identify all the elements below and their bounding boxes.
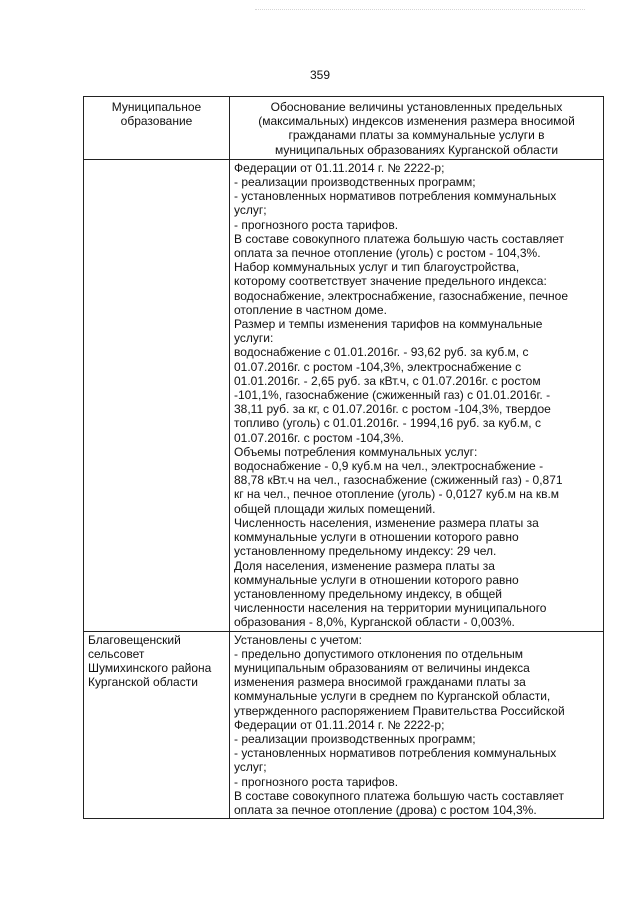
text-line: 38,11 руб. за кг, с 01.07.2016г. с ростом -104,3%, твердое (234, 402, 551, 417)
municipality-line: Шумихинского района (88, 660, 212, 675)
table-row (84, 631, 604, 819)
header-line: (максимальных) индексов изменения размера вносимой (258, 114, 575, 129)
cell-municipality (84, 159, 230, 631)
text-line: Доля населения, изменение размера платы за (234, 558, 495, 573)
municipality-line: Курганской области (88, 675, 198, 690)
text-line: услуг; (234, 760, 267, 775)
text-line: - установленных нормативов потребления коммунальных (234, 189, 557, 204)
text-line: - предельно допустимого отклонения по отдельным (234, 646, 523, 661)
text-line: изменения размера вносимой гражданами платы за (234, 675, 526, 690)
text-line: коммунальные услуги в среднем по Курганской области, (234, 689, 551, 704)
text-line: утвержденного распоряжением Правительства Российской (234, 703, 565, 718)
text-line: отопление в частном доме. (234, 302, 387, 317)
page-number: 359 (309, 68, 331, 82)
scan-artifact (255, 9, 585, 13)
header-line: Муниципальное (111, 100, 202, 114)
text-line: Объемы потребления коммунальных услуг: (234, 444, 478, 459)
text-line: образования - 8,0%, Курганской области - 0,003%. (234, 615, 515, 630)
text-line: оплата за печное отопление (уголь) с ростом - 104,3%. (234, 246, 541, 261)
municipality-line: сельсовет (88, 646, 145, 661)
text-line: водоснабжение, электроснабжение, газоснабжение, печное (234, 288, 569, 303)
text-line: Федерации от 01.11.2014 г. № 2222-р; (234, 160, 445, 175)
text-line: коммунальные услуги в отношении которого равно (234, 530, 519, 545)
text-line: кг на чел., печное отопление (уголь) - 0,0127 куб.м на кв.м (234, 487, 560, 502)
header-municipality (84, 97, 230, 160)
text-line: - прогнозного роста тарифов. (234, 217, 399, 232)
text-line: Установлены с учетом: (234, 632, 362, 647)
header-justification (230, 97, 604, 160)
text-line: В составе совокупного платежа большую часть составляет (234, 788, 565, 803)
text-line: В составе совокупного платежа большую часть составляет (234, 231, 565, 246)
header-line: образование (120, 114, 193, 129)
text-line: топливо (уголь) с 01.01.2016г. - 1994,16 руб. за куб.м, с (234, 416, 541, 431)
text-line: - установленных нормативов потребления коммунальных (234, 746, 557, 761)
text-line: численности населения на территории муниципального (234, 601, 547, 616)
text-line: коммунальные услуги в отношении которого равно (234, 572, 519, 587)
text-line: водоснабжение с 01.01.2016г. - 93,62 руб. за куб.м, с (234, 345, 529, 360)
municipality-line: Благовещенский (88, 632, 181, 647)
text-line: - прогнозного роста тарифов. (234, 774, 399, 789)
text-line: Численность населения, изменение размера платы за (234, 515, 539, 530)
text-line: 01.07.2016г. с ростом -104,3%, электроснабжение с (234, 359, 522, 374)
text-line: услуги: (234, 331, 274, 346)
text-line: - реализации производственных программ; (234, 731, 476, 746)
text-line: Набор коммунальных услуг и тип благоустройства, (234, 260, 520, 275)
text-line: 88,78 кВт.ч на чел., газоснабжение (сжиженный газ) - 0,871 (234, 473, 563, 488)
text-line: оплата за печное отопление (дрова) с ростом 104,3%. (234, 802, 537, 817)
text-line: 01.01.2016г. - 2,65 руб. за кВт.ч, с 01.07.2016г. с ростом (234, 373, 541, 388)
text-line: Федерации от 01.11.2014 г. № 2222-р; (234, 717, 445, 732)
cell-justification (230, 631, 604, 819)
header-line: Обоснование величины установленных предельных (270, 100, 563, 114)
text-line: общей площади жилых помещений. (234, 501, 436, 516)
text-line: -101,1%, газоснабжение (сжиженный газ) с 01.01.2016г. - (234, 388, 551, 403)
text-line: услуг; (234, 203, 267, 218)
cell-justification (230, 159, 604, 631)
text-line: Размер и темпы изменения тарифов на коммунальные (234, 317, 543, 332)
table-header-row (84, 97, 604, 160)
text-line: муниципальным образованиям от величины индекса (234, 660, 530, 675)
header-line: муниципальных образованиях Курганской области (274, 142, 559, 157)
text-line: которому соответствует значение предельного индекса: (234, 274, 547, 289)
text-line: установленному предельному индексу: 29 чел. (234, 544, 497, 559)
table-row (84, 159, 604, 631)
cell-municipality (84, 631, 230, 819)
tariff-table (83, 96, 604, 819)
text-line: - реализации производственных программ; (234, 175, 476, 190)
header-line: гражданами платы за коммунальные услуги в (288, 128, 545, 143)
text-line: 01.07.2016г. с ростом -104,3%. (234, 430, 404, 445)
text-line: водоснабжение - 0,9 куб.м на чел., электроснабжение - (234, 459, 544, 474)
text-line: установленному предельному индексу, в общей (234, 586, 502, 601)
